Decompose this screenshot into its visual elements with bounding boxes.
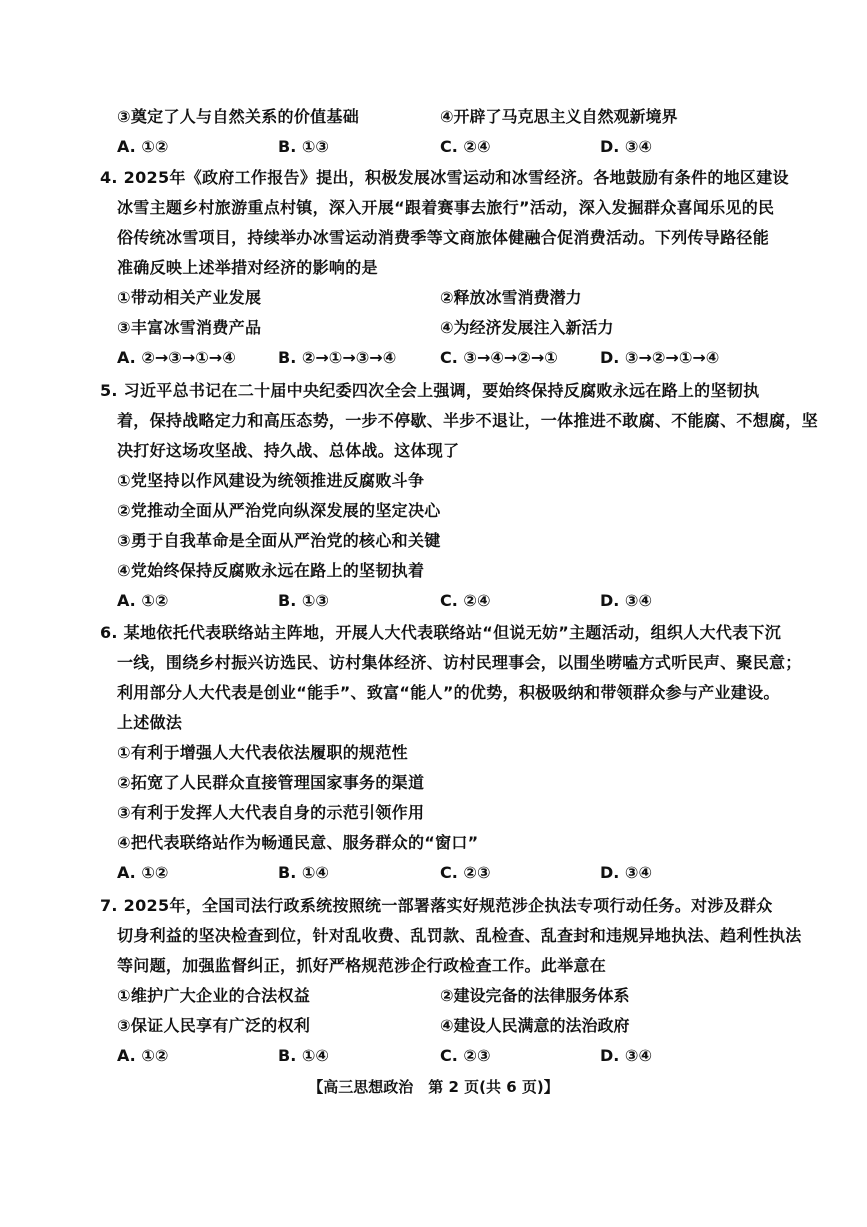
q6-stem-line-3: 利用部分人大代表是创业“能手”、致富“能人”的优势，积极吸纳和带领群众参与产业建设。 (117, 683, 780, 702)
q7-stem-line-3: 等问题，加强监督纠正，抓好严格规范涉企行政检查工作。此举意在 (117, 956, 607, 975)
q5-stem-line-1: 5. 习近平总书记在二十届中央纪委四次全会上强调，要始终保持反腐败永远在路上的坚韧执 (100, 381, 760, 400)
q7-option-d: D. ③④ (600, 1046, 653, 1065)
q4-item-1: ①带动相关产业发展 (117, 288, 262, 307)
q7-item-3: ③保证人民享有广泛的权利 (117, 1016, 311, 1035)
page-footer: 【高三思想政治 第 2 页(共 6 页)】 (308, 1078, 559, 1096)
q5-option-d: D. ③④ (600, 591, 653, 610)
q7-item-2: ②建设完备的法律服务体系 (440, 986, 630, 1005)
q5-stem-line-3: 决打好这场攻坚战、持久战、总体战。这体现了 (117, 441, 460, 460)
q3-option-a: A. ①② (117, 137, 169, 156)
q4-stem-line-3: 俗传统冰雪项目，持续举办冰雪运动消费季等文商旅体健融合促消费活动。下列传导路径能 (117, 228, 770, 247)
q4-item-3: ③丰富冰雪消费产品 (117, 318, 262, 337)
q7-option-a: A. ①② (117, 1046, 169, 1065)
q6-stem-line-2: 一线，围绕乡村振兴访选民、访村集体经济、访村民理事会，以围坐唠嗑方式听民声、聚民意； (117, 653, 802, 672)
q3-option-c: C. ②④ (440, 137, 491, 156)
q6-stem-line-1: 6. 某地依托代表联络站主阵地，开展人大代表联络站“但说无妨”主题活动，组织人大代表下沉 (100, 623, 782, 642)
q4-stem-line-2: 冰雪主题乡村旅游重点村镇，深入开展“跟着赛事去旅行”活动，深入发掘群众喜闻乐见的民 (117, 198, 775, 217)
q4-item-2: ②释放冰雪消费潜力 (440, 288, 582, 307)
q5-option-c: C. ②④ (440, 591, 491, 610)
q7-stem-line-2: 切身利益的坚决检查到位，针对乱收费、乱罚款、乱检查、乱查封和违规异地执法、趋利性执法 (117, 926, 802, 945)
q5-item-2: ②党推动全面从严治党向纵深发展的坚定决心 (117, 501, 441, 520)
q6-option-c: C. ②③ (440, 863, 491, 882)
q4-stem-line-1: 4. 2025年《政府工作报告》提出，积极发展冰雪运动和冰雪经济。各地鼓励有条件的地区建设 (100, 168, 789, 187)
q4-option-c: C. ③→④→②→① (440, 348, 558, 367)
q7-item-1: ①维护广大企业的合法权益 (117, 986, 311, 1005)
q3-item-4: ④开辟了马克思主义自然观新境界 (440, 107, 678, 126)
q5-option-a: A. ①② (117, 591, 169, 610)
q6-option-b: B. ①④ (278, 863, 329, 882)
q5-item-4: ④党始终保持反腐败永远在路上的坚韧执着 (117, 561, 425, 580)
q6-option-d: D. ③④ (600, 863, 653, 882)
q3-option-b: B. ①③ (278, 137, 329, 156)
q3-option-d: D. ③④ (600, 137, 653, 156)
q5-stem-line-2: 着，保持战略定力和高压态势，一步不停歇、半步不退让，一体推进不敢腐、不能腐、不想腐，坚 (117, 411, 818, 430)
q4-stem-line-4: 准确反映上述举措对经济的影响的是 (117, 258, 378, 277)
q6-item-2: ②拓宽了人民群众直接管理国家事务的渠道 (117, 773, 425, 792)
q4-item-4: ④为经济发展注入新活力 (440, 318, 614, 337)
q4-option-d: D. ③→②→①→④ (600, 348, 720, 367)
q6-item-1: ①有利于增强人大代表依法履职的规范性 (117, 743, 408, 762)
q4-option-a: A. ②→③→①→④ (117, 348, 236, 367)
q5-option-b: B. ①③ (278, 591, 329, 610)
q7-stem-line-1: 7. 2025年，全国司法行政系统按照统一部署落实好规范涉企执法专项行动任务。对涉及群众 (100, 896, 773, 915)
q6-item-4: ④把代表联络站作为畅通民意、服务群众的“窗口” (117, 833, 479, 852)
q6-stem-line-4: 上述做法 (117, 713, 183, 732)
q5-item-1: ①党坚持以作风建设为统领推进反腐败斗争 (117, 471, 425, 490)
q5-item-3: ③勇于自我革命是全面从严治党的核心和关键 (117, 531, 441, 550)
q3-item-3: ③奠定了人与自然关系的价值基础 (117, 107, 360, 126)
q7-option-b: B. ①④ (278, 1046, 329, 1065)
q6-option-a: A. ①② (117, 863, 169, 882)
q4-option-b: B. ②→①→③→④ (278, 348, 397, 367)
q7-option-c: C. ②③ (440, 1046, 491, 1065)
q6-item-3: ③有利于发挥人大代表自身的示范引领作用 (117, 803, 425, 822)
q7-item-4: ④建设人民满意的法治政府 (440, 1016, 630, 1035)
